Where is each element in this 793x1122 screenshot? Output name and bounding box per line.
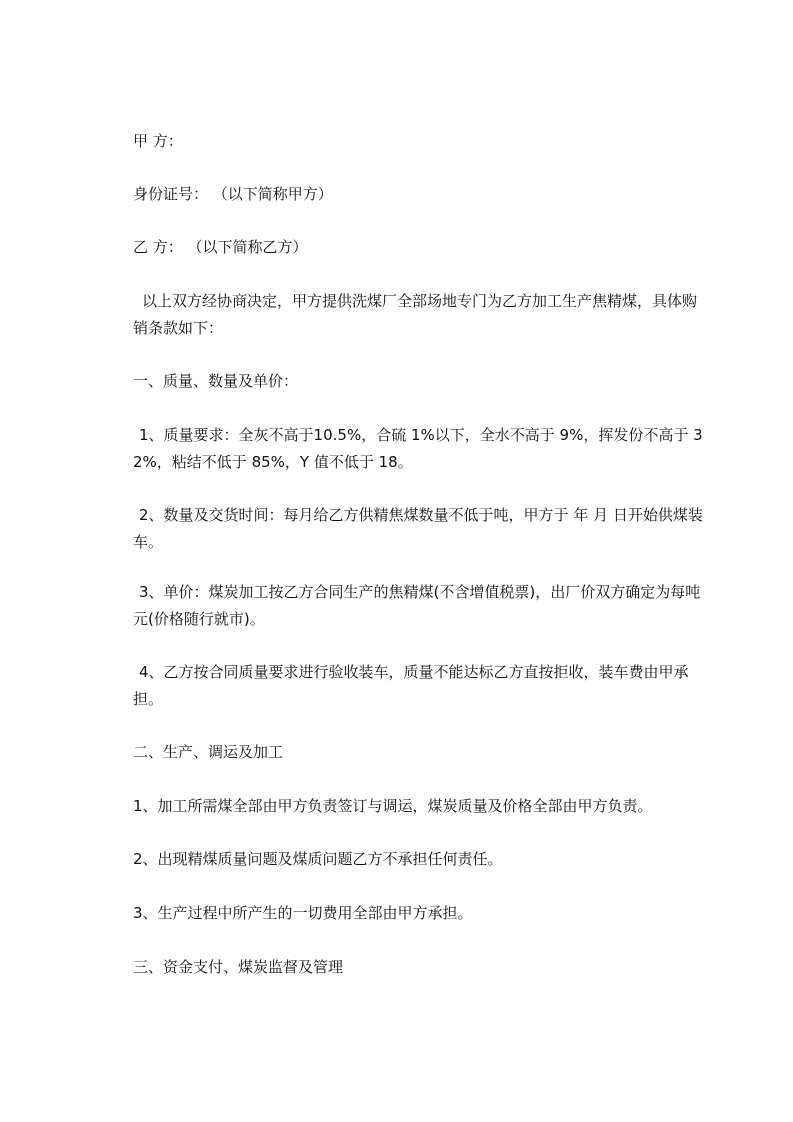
party-b-label: 乙 方： （以下简称乙方） <box>133 238 308 256</box>
section-3-title: 三、资金支付、煤炭监督及管理 <box>133 958 344 976</box>
intro-paragraph: 以上双方经协商决定，甲方提供洗煤厂全部场地专门为乙方加工生产焦精煤，具体购销条款如下： <box>133 292 698 337</box>
section-1-item-3: 3、单价：煤炭加工按乙方合同生产的焦精煤(不含增值税票)，出厂价双方确定为每吨 元(价格随行就市)。 <box>133 583 701 628</box>
section-2-title: 二、生产、调运及加工 <box>133 743 284 761</box>
party-a-label: 甲 方： <box>133 132 183 150</box>
section-2-item-1: 1、加工所需煤全部由甲方负责签订与调运，煤炭质量及价格全部由甲方负责。 <box>133 797 653 815</box>
section-1-title: 一、质量、数量及单价： <box>133 372 299 390</box>
section-1-item-4: 4、乙方按合同质量要求进行验收装车，质量不能达标乙方直按拒收，装车费由甲承担。 <box>133 663 689 708</box>
section-1-item-2: 2、数量及交货时间：每月给乙方供精焦煤数量不低于吨，甲方于 年 月 日开始供煤装车。 <box>133 506 703 551</box>
section-2-item-3: 3、生产过程中所产生的一切费用全部由甲方承担。 <box>133 904 473 922</box>
section-1-item-1: 1、质量要求：全灰不高于10.5%，合硫 1%以下，全水不高于 9%，挥发份不高于 32%，粘结不低于 85%，Y 值不低于 18。 <box>133 426 703 471</box>
section-2-item-2: 2、出现精煤质量问题及煤质问题乙方不承担任何责任。 <box>133 850 503 868</box>
id-number-line: 身份证号： （以下简称甲方） <box>133 185 333 203</box>
